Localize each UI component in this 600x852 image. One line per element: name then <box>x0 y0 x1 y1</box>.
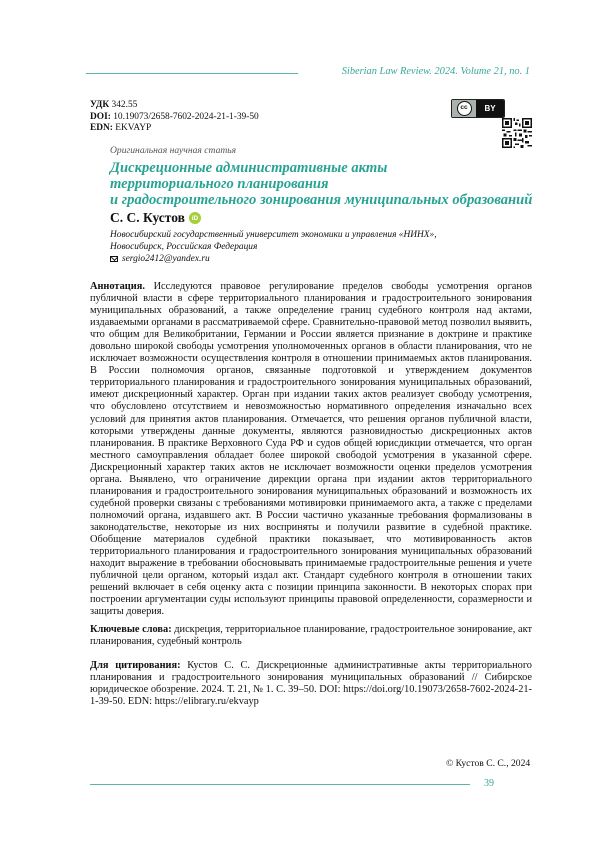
citation-label: Для цитирования: <box>90 660 181 671</box>
doi-line: DOI: 10.19073/2658-7602-2024-21-1-39-50 <box>90 111 259 122</box>
author-email <box>110 253 437 265</box>
citation-text: Кустов С. С. Дискреционные административные акты территориального планирования и градостроительного зонирования муниципальных образований // Сибирское юридическое обозрение. 2024. Т. 21, № 1. С. 39–50. DOI: https://doi.org/10.19073/2658-7602-2024-21-1-39-50. EDN: https://elibrary.ru/ekvayp <box>90 660 532 708</box>
abstract <box>90 281 532 618</box>
abstract-label: Аннотация. <box>90 281 145 292</box>
affiliation-line-1: Новосибирский государственный университет экономики и управления «НИНХ», <box>110 230 437 240</box>
license-badge-label: BY <box>476 100 504 117</box>
page-number: 39 <box>484 778 494 789</box>
citation <box>90 660 532 708</box>
orcid-icon[interactable]: iD <box>189 212 201 224</box>
edn-line: EDN: EKVAYP <box>90 123 152 133</box>
title-line-3: и градостроительного зонирования муниципальных образований <box>110 192 533 208</box>
title-line-1: Дискреционные административные акты <box>110 160 388 176</box>
journal-name: Siberian Law Review. 2024. Volume 21, no. 1 <box>341 66 530 77</box>
footer-rule <box>90 784 470 785</box>
running-header <box>86 66 530 80</box>
header-rule <box>86 73 298 74</box>
page-footer <box>90 778 534 792</box>
title-line-2: территориального планирования <box>110 176 329 192</box>
copyright: © Кустов С. С., 2024 <box>446 758 531 769</box>
affiliation-line-2: Новосибирск, Российская Федерация <box>110 242 258 252</box>
email-link[interactable]: sergio2412@yandex.ru <box>122 254 210 264</box>
author-name: С. С. Кустов <box>110 210 185 225</box>
qr-code-icon <box>502 118 532 148</box>
article-title <box>110 160 540 208</box>
keywords-label: Ключевые слова: <box>90 624 172 635</box>
cc-license-icon[interactable]: cc BY <box>451 99 505 118</box>
affiliation <box>110 229 437 265</box>
keywords <box>90 624 532 648</box>
author <box>110 210 201 226</box>
article-type: Оригинальная научная статья <box>110 145 237 156</box>
abstract-text: Исследуются правовое регулирование пределов свободы усмотрения органов публичной власти в сфере территориального планирования и градостроительного зонирования муниципальных образований, а также определение границ судебного контроля над актами, издаваемыми органами в рассматриваемой сфере. Сравнительно-правовой метод позволил выявить, что общим для Великобритании, Германии и России является признание в доктрине и практике довольно широкой свободы усмотрения уполномоченных органов в области планирования, что не исключает возможности осуществления контроля в отношении принимаемых актов планирования. В России полномочия органов, связанные подготовкой и утверждением документов территориального планирования и градостроительного зонирования муниципальных образований, имеют дискреционный характер. Орган при издании таких актов реализует свободу усмотрения, что обусловлено отсутствием и невозможностью нормативного определения изначально всех условий для принятия актов планирования. Отмечается, что решения органов публичной власти, которыми утверждены данные документы, являются разновидностью дискреционных актов планирования. В практике Верховного Суда РФ и судов общей юрисдикции отмечается, что орган местного самоуправления обладает более широкой свободой усмотрения в указанной сфере. Дискреционный характер таких актов не исключает возможности оценки пределов усмотрения органа. Выявлено, что ограничение дирекции органа при издании актов территориального планирования и градостроительного зонирования муниципальных образований и возможность их судебной проверки связаны с требованиями мотивировки принимаемого акта, а также с пределами полномочий органа, издавшего акт. В России частично указанные требования формализованы в законодательстве, некоторые из них восприняты и получили развитие в судебной практике. Обобщение материалов судебной практики показывает, что мотивированность актов территориального планирования и градостроительного зонирования муниципальных образований находит выражение в требовании обосновывать принимаемые градостроительные решения и учете публичной цели органом, который издал акт. Стандарт судебного контроля в отношении таких решений включает в себя оценку акта с позиции принципа законности. В некоторых спорах при построении аргументации суды используют принципы правовой определенности, соразмерности и защиты доверия. <box>90 281 532 618</box>
mail-icon <box>110 256 118 262</box>
article-meta <box>90 100 259 135</box>
keywords-text: дискреция, территориальное планирование, градостроительное зонирование, акт планирования, судебный контроль <box>90 624 532 648</box>
udk-line: УДК 342.55 <box>90 100 138 110</box>
